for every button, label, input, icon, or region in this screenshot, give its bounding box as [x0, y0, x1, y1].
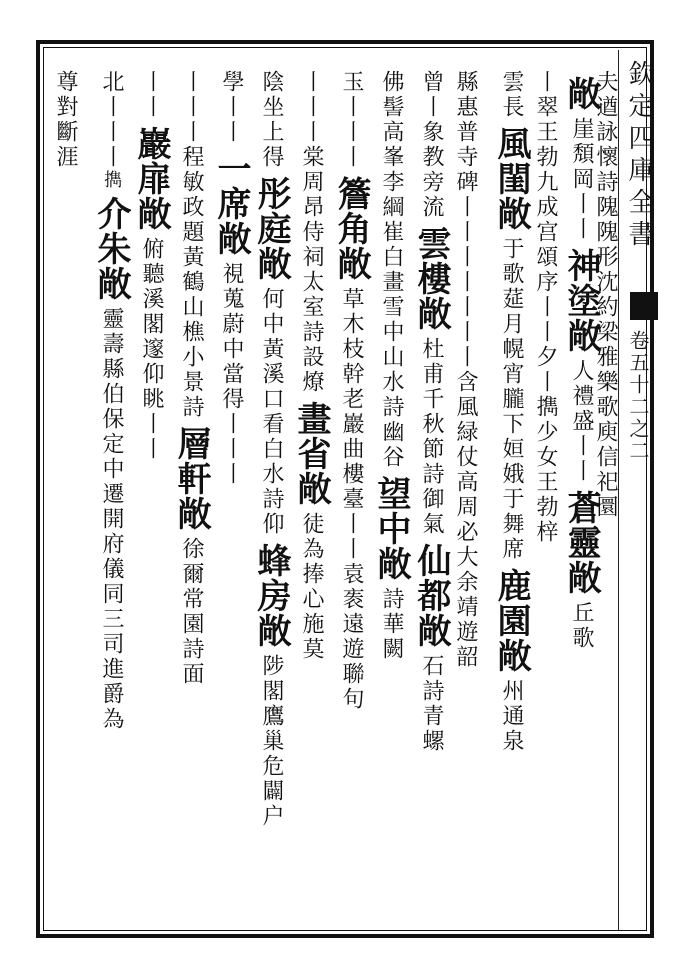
text-column — [454, 70, 476, 930]
entry-text: 周必大 — [453, 495, 478, 570]
text-column — [211, 70, 251, 930]
entry-text: 沈約梁雅樂歌 — [593, 270, 618, 420]
text-column — [131, 70, 171, 930]
entry-text: 丨丨丨 — [179, 70, 204, 145]
entry-text: 徒為捧心施莫 — [299, 512, 324, 662]
entry-text: 夫遒詠懷詩隗隗形 — [593, 70, 618, 270]
entry-text: 陰坐上得 — [259, 70, 284, 170]
entry-heading: 簷角敞 — [331, 176, 371, 281]
entry-heading: 神塗敞 — [561, 248, 601, 353]
column-rule — [618, 50, 619, 930]
entry-text: 俯聽溪閣邃仰眺丨丨 — [139, 237, 164, 462]
entry-text: 何中黃溪口看白水詩仰 — [259, 287, 284, 537]
entry-text: 丘歌 — [569, 601, 594, 651]
text-column — [371, 70, 411, 930]
text-column — [411, 70, 451, 930]
entry-heading: 鹿園敞 — [491, 568, 531, 673]
entry-text: 視蒐蔚中當得丨丨丨 — [219, 262, 244, 487]
entry-text: 雲長 — [499, 70, 524, 120]
entry-text: 王勃九成宫頌序丨丨夕丨擕少女 — [533, 120, 558, 470]
text-column — [91, 70, 131, 930]
text-column — [534, 70, 556, 930]
entry-text: 余靖遊韶 — [453, 570, 478, 670]
entry-text: 草木枝幹老巖曲樓臺丨丨 — [339, 287, 364, 562]
entry-heading: 一席敞 — [211, 151, 251, 256]
entry-text: 程敏政題黃鶴山樵小景詩 — [179, 145, 204, 420]
entry-heading: 敞 — [561, 76, 601, 111]
entry-heading: 畫省敞 — [291, 401, 331, 506]
entry-heading: 層軒敞 — [171, 426, 211, 531]
book-title: 欽定四庫全書 — [624, 60, 654, 252]
entry-text: 王勃梓 — [533, 470, 558, 545]
text-column — [251, 70, 291, 930]
entry-text: 李綱崔白畫雪中山水詩幽谷 — [379, 170, 404, 470]
entry-heading: 仙都敞 — [411, 543, 451, 648]
entry-text: 學丨丨 — [219, 70, 244, 145]
text-column — [291, 70, 331, 930]
entry-heading: 彤庭敞 — [251, 176, 291, 281]
entry-text: 丨翠 — [533, 70, 558, 120]
fish-tail-mark — [630, 292, 658, 320]
entry-text: 曾丨象教旁流 — [419, 70, 444, 220]
entry-text: 丨丨丨棠 — [299, 70, 324, 170]
entry-text: 杜甫千秋節詩御氣 — [419, 337, 444, 537]
text-column — [54, 70, 76, 930]
text-column — [491, 70, 531, 930]
entry-text: 北丨丨丨 — [99, 70, 124, 170]
entry-text: 袁袠遠遊聯句 — [339, 562, 364, 712]
entry-text: 佛髻高峯 — [379, 70, 404, 170]
entry-text: 州通泉 — [499, 679, 524, 754]
entry-heading: 雲樓敞 — [411, 226, 451, 331]
entry-text: 陟閣鷹巢危闢户 — [259, 654, 284, 829]
entry-text: 尊對斷涯 — [53, 70, 78, 170]
text-column — [594, 70, 616, 930]
entry-text: 人禮盛丨丨 — [569, 359, 594, 484]
entry-text: 玉丨丨丨 — [339, 70, 364, 170]
entry-text: 石詩青螺 — [419, 654, 444, 754]
entry-heading: 風閨敞 — [491, 126, 531, 231]
entry-heading: 巖扉敞 — [131, 126, 171, 231]
entry-text: 縣惠普寺碑丨丨 — [453, 70, 478, 245]
entry-text: 丨丨丨丨丨含風緑仗高 — [453, 245, 478, 495]
text-column — [171, 70, 211, 930]
entry-text: 于歌莚月幌宵朧下姮娥于舞席 — [499, 237, 524, 562]
entry-text: 崖頽岡丨丨 — [569, 117, 594, 242]
entry-text: 靈壽縣伯保定中遷開府儀同三司進爵為 — [99, 307, 124, 732]
entry-heading: 蒼靈敞 — [561, 490, 601, 595]
entry-text: 詩華闕 — [379, 587, 404, 662]
entry-heading: 望中敞 — [371, 476, 411, 581]
text-column — [331, 70, 371, 930]
entry-text: 徐爾常園詩面 — [179, 537, 204, 687]
entry-text: 丨丨 — [139, 70, 164, 120]
entry-text: 周昂侍祠太室詩設燎 — [299, 170, 324, 395]
entry-heading: 介朱敞 — [91, 196, 131, 301]
volume-label: 卷五十二之二 — [626, 330, 650, 462]
entry-text: 擕 — [101, 170, 122, 190]
book-page — [36, 30, 662, 945]
entry-heading: 蜂房敞 — [251, 543, 291, 648]
entry-text: 庾信祀圜 — [593, 420, 618, 520]
